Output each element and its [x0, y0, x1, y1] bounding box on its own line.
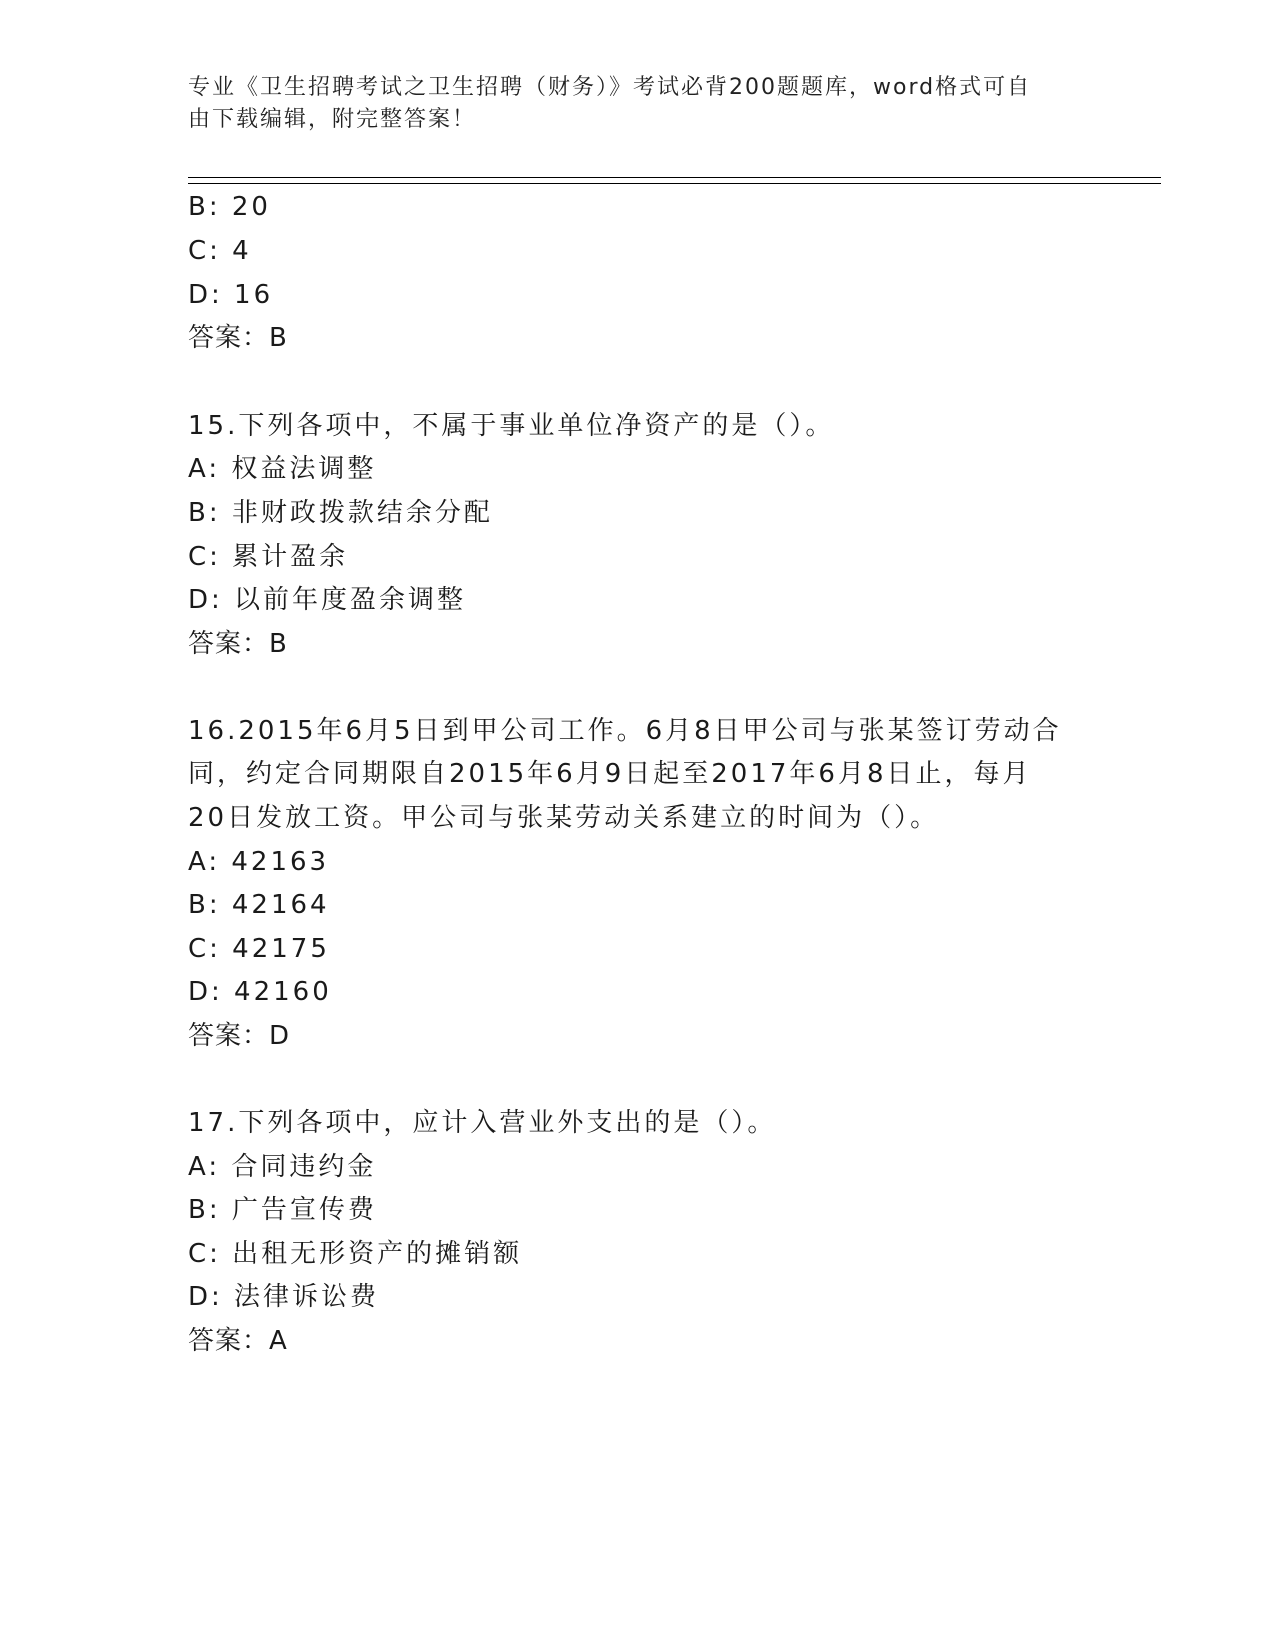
q16-stem-line-2: 同，约定合同期限自2015年6月9日起至2017年6月8日止，每月: [188, 759, 1032, 789]
q16-answer: 答案：D: [188, 1021, 291, 1051]
q15-option-d: D: 以前年度盈余调整: [188, 585, 467, 615]
q14-option-c: C: 4: [188, 236, 252, 266]
q16-option-c: C: 42175: [188, 934, 330, 964]
q17-stem: 17.下列各项中，应计入营业外支出的是（）。: [188, 1108, 777, 1138]
q16-option-b: B: 42164: [188, 890, 330, 920]
q15-option-a: A: 权益法调整: [188, 454, 377, 484]
q17-answer: 答案：A: [188, 1326, 288, 1356]
document-header: [188, 72, 1088, 136]
q16-option-a: A: 42163: [188, 847, 330, 877]
header-divider: [188, 177, 1161, 184]
header-line-1: 专业《卫生招聘考试之卫生招聘（财务）》考试必背200题题库，word格式可自: [188, 75, 1032, 100]
header-line-2: 由下载编辑，附完整答案！: [188, 107, 477, 132]
q15-option-c: C: 累计盈余: [188, 542, 349, 572]
q14-option-b: B: 20: [188, 192, 271, 222]
q16-option-d: D: 42160: [188, 977, 332, 1007]
q17-option-d: D: 法律诉讼费: [188, 1282, 380, 1312]
q15-stem: 15.下列各项中，不属于事业单位净资产的是（）。: [188, 411, 835, 441]
q14-option-d: D: 16: [188, 280, 274, 310]
q17-option-b: B: 广告宣传费: [188, 1195, 377, 1225]
q14-answer: 答案：B: [188, 323, 288, 353]
q16-stem-line-1: 16.2015年6月5日到甲公司工作。6月8日甲公司与张某签订劳动合: [188, 716, 1062, 746]
q17-option-c: C: 出租无形资产的摊销额: [188, 1239, 523, 1269]
q17-option-a: A: 合同违约金: [188, 1152, 377, 1182]
q16-stem-line-3: 20日发放工资。甲公司与张某劳动关系建立的时间为（）。: [188, 803, 940, 833]
q15-option-b: B: 非财政拨款结余分配: [188, 498, 493, 528]
q15-answer: 答案：B: [188, 629, 288, 659]
